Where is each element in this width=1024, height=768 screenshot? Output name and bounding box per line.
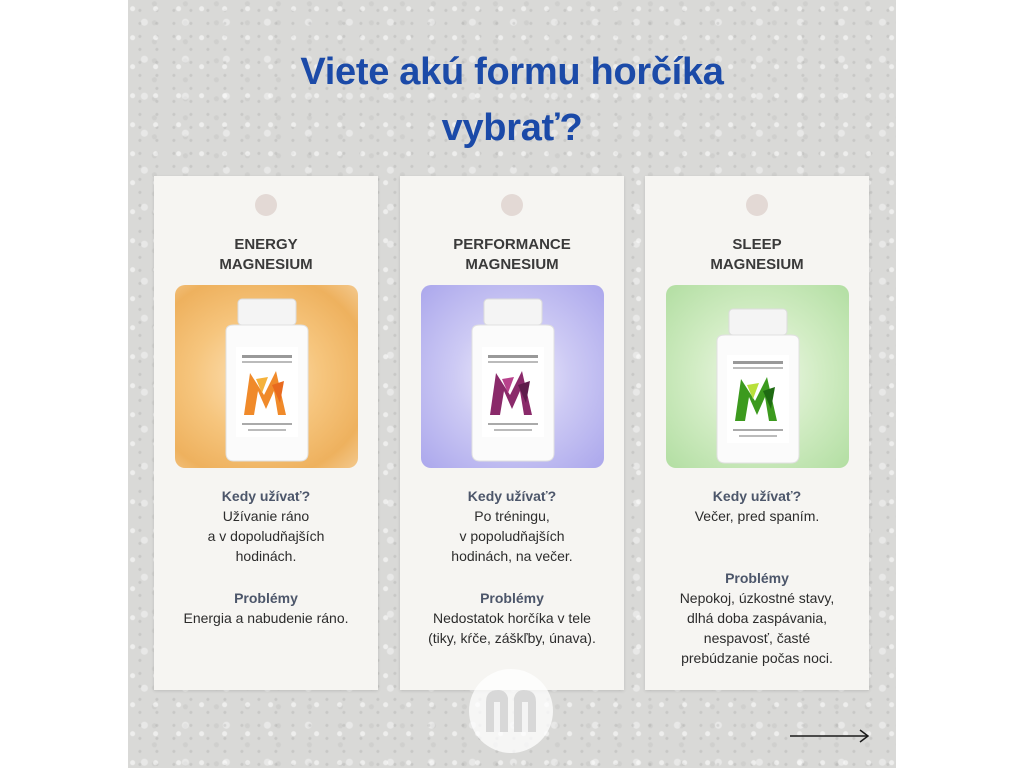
card-title-line1: ENERGY xyxy=(234,236,298,253)
slide-canvas xyxy=(128,0,896,768)
problems-heading: Problémy xyxy=(480,590,544,606)
tag-hole xyxy=(746,194,768,216)
supplement-bottle-icon xyxy=(703,295,813,465)
headline-line1: Viete akú formu horčíka xyxy=(300,51,724,93)
card-title xyxy=(400,235,624,275)
tag-hole xyxy=(501,194,523,216)
problems-heading: Problémy xyxy=(725,570,789,586)
card-title-line1: SLEEP xyxy=(732,236,782,253)
card-performance-magnesium xyxy=(400,176,624,690)
card-title xyxy=(645,235,869,275)
card-sleep-magnesium xyxy=(645,176,869,690)
card-title-line2: MAGNESIUM xyxy=(219,256,313,273)
when-text: Užívanie ráno a v dopoludňajších hodinách. xyxy=(207,508,325,564)
product-image-performance xyxy=(421,285,604,468)
card-title-line2: MAGNESIUM xyxy=(710,256,804,273)
tag-hole xyxy=(255,194,277,216)
when-text: Večer, pred spaním. xyxy=(694,508,820,524)
problems-heading: Problémy xyxy=(234,590,298,606)
problems-text: Energia a nabudenie ráno. xyxy=(183,610,349,626)
card-title-line1: PERFORMANCE xyxy=(453,236,571,253)
when-heading: Kedy užívať? xyxy=(221,488,311,504)
when-text: Po tréningu, v popoludňajších hodinách, na večer. xyxy=(451,508,573,564)
arrow-right-icon[interactable] xyxy=(788,727,872,745)
problems-text: Nedostatok horčíka v tele (tiky, kŕče, záškľby, únava). xyxy=(428,610,596,646)
when-heading: Kedy užívať? xyxy=(467,488,557,504)
product-image-sleep xyxy=(666,285,849,468)
product-image-energy xyxy=(175,285,358,468)
headline-line2: vybrať? xyxy=(441,107,583,149)
card-title xyxy=(154,235,378,275)
supplement-bottle-icon xyxy=(458,295,568,465)
card-title-line2: MAGNESIUM xyxy=(465,256,559,273)
supplement-bottle-icon xyxy=(212,295,322,465)
card-energy-magnesium xyxy=(154,176,378,690)
when-heading: Kedy užívať? xyxy=(712,488,802,504)
problems-text: Nepokoj, úzkostné stavy, dlhá doba zaspávania, nespavosť, časté prebúdzanie počas noci. xyxy=(679,590,835,666)
brand-logo-icon xyxy=(468,668,554,754)
headline xyxy=(128,44,896,156)
